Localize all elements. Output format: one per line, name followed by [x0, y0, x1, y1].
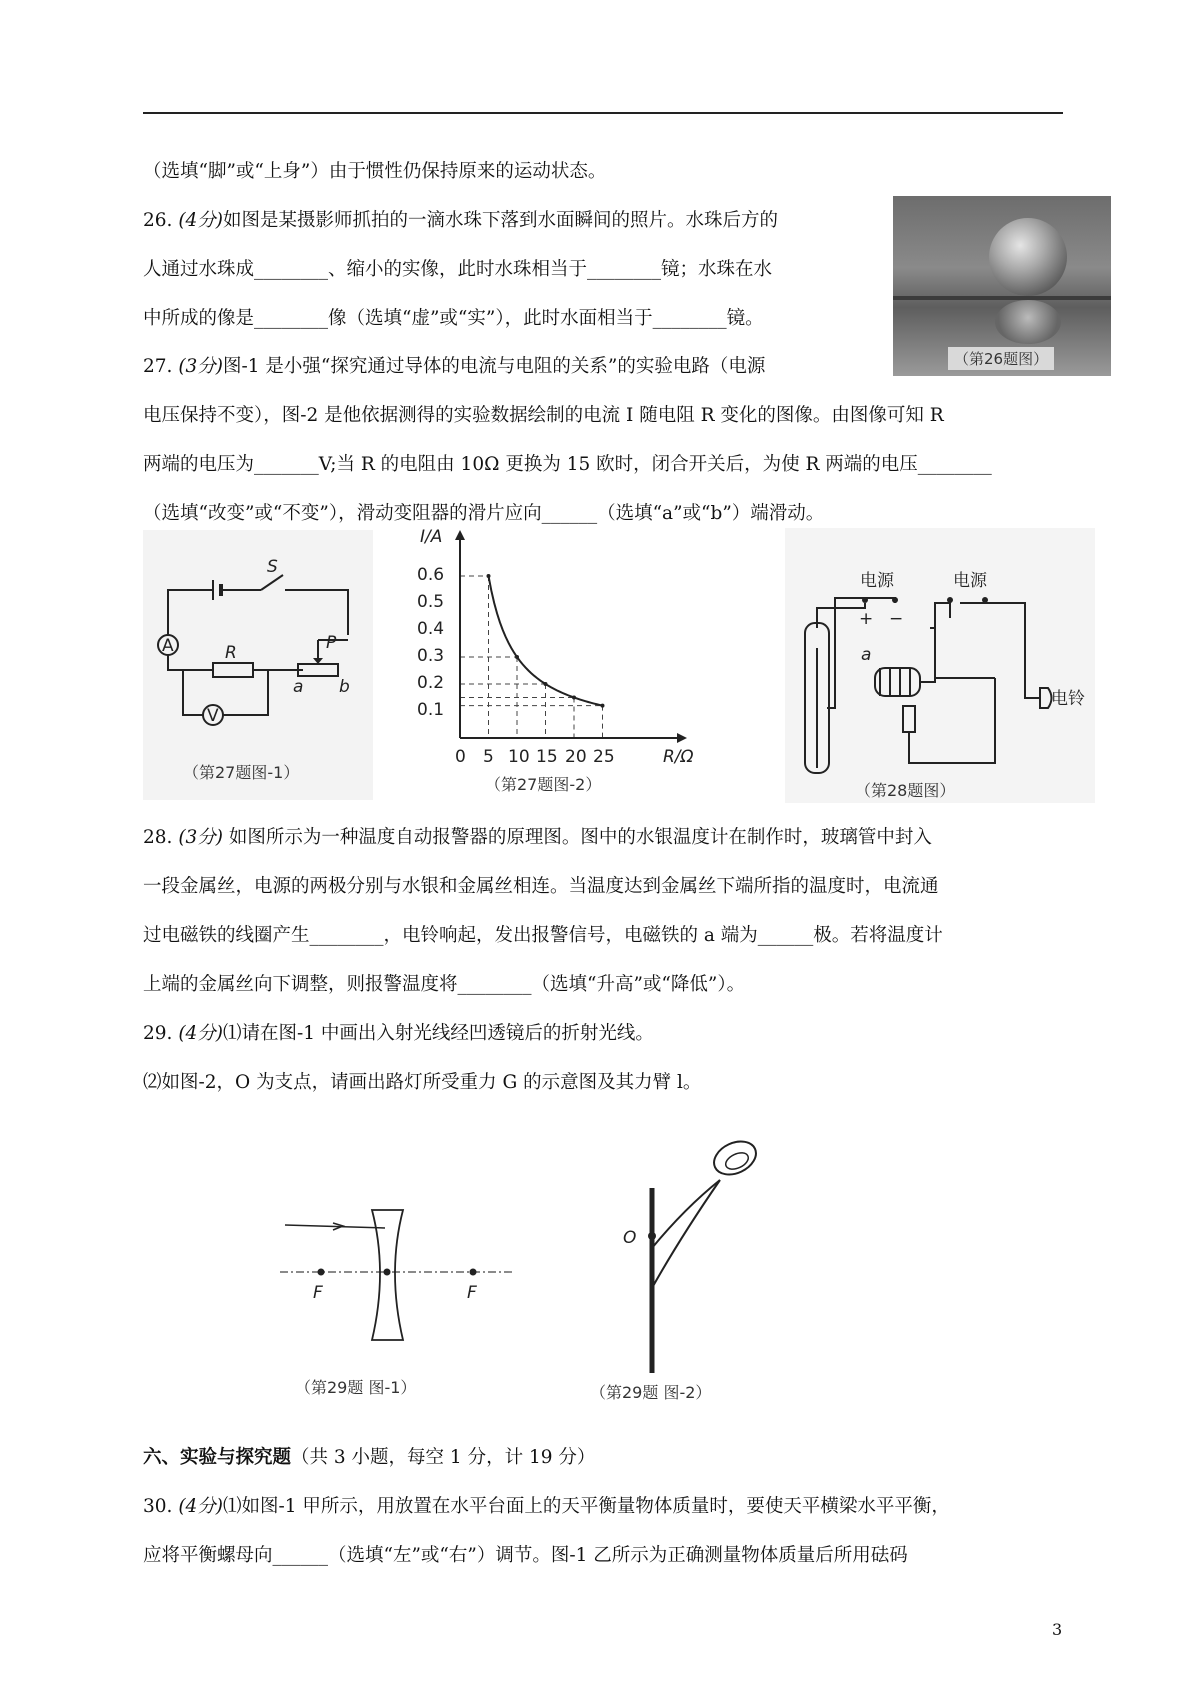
fig28-caption: （第28题图） — [855, 781, 956, 800]
fig27-1-caption: （第27题图-1） — [183, 763, 300, 782]
ytick-label: 0.2 — [417, 673, 445, 693]
terminal-b-label: b — [339, 677, 350, 697]
data-point — [572, 696, 576, 700]
q29-line-1: 29. (4分)⑴请在图-1 中画出入射光线经凹透镜后的折射光线。 — [143, 1023, 654, 1044]
ytick-label: 0.5 — [417, 592, 445, 612]
voltmeter-label: V — [207, 706, 219, 726]
fig28-alarm-circuit — [785, 528, 1095, 803]
lamp-head — [709, 1135, 762, 1181]
q26-line-2: 人通过水珠成________、缩小的实像，此时水珠相当于________镜；水珠在水 — [143, 259, 773, 280]
focus-label: F — [313, 1283, 323, 1303]
q26-line-3: 中所成的像是________像（选填“虚”或“实”），此时水面相当于________镜。 — [143, 308, 764, 329]
lamp-brace — [652, 1180, 720, 1288]
q26-line-1: 26. (4分)如图是某摄影师抓拍的一滴水珠下落到水面瞬间的照片。水珠后方的 — [143, 210, 779, 231]
q28-line-3: 过电磁铁的线圈产生________，电铃响起，发出报警信号，电磁铁的 a 端为______极。若将温度计 — [143, 925, 943, 946]
q27-line-4: （选填“改变”或“不变”），滑动变阻器的滑片应向______（选填“a”或“b”）端滑动。 — [143, 503, 825, 524]
header-rule — [143, 112, 1063, 114]
water-surface — [893, 296, 1111, 300]
xtick-label: 5 — [483, 747, 494, 767]
y-axis-label: I/A — [420, 528, 443, 547]
data-point — [544, 682, 548, 686]
ytick-label: 0.1 — [417, 700, 445, 720]
fig29-2-streetlamp — [590, 1128, 820, 1418]
slider-label: P — [326, 633, 337, 653]
q28-line-1: 28. (3分) 如图所示为一种温度自动报警器的原理图。图中的水银温度计在制作时，玻璃管中封入 — [143, 827, 932, 848]
q28-line-4: 上端的金属丝向下调整，则报警温度将________（选填“升高”或“降低”）。 — [143, 974, 746, 995]
q29-line-2: ⑵如图-2，O 为支点，请画出路灯所受重力 G 的示意图及其力臂 l。 — [143, 1072, 702, 1093]
incident-ray — [285, 1225, 385, 1228]
plus-label: + — [859, 609, 874, 629]
minus-label: − — [889, 609, 904, 629]
fig29-1-lens — [275, 1190, 535, 1410]
pivot-label: O — [623, 1228, 637, 1248]
xtick-label: 0 — [455, 747, 466, 767]
fig29-2-caption: （第29题 图-2） — [590, 1383, 712, 1402]
focus-label: F — [467, 1283, 477, 1303]
xtick-label: 15 — [536, 747, 558, 767]
drop-reflection — [995, 300, 1061, 344]
fig27-2-graph — [405, 528, 705, 798]
fig27-2-caption: （第27题图-2） — [485, 775, 602, 794]
switch-label: S — [267, 557, 278, 577]
lamp-arm — [652, 1180, 720, 1248]
water-drop — [989, 218, 1067, 296]
terminal-a-label: a — [293, 677, 304, 697]
xtick-label: 10 — [508, 747, 530, 767]
section-six-heading: 六、实验与探究题（共 3 小题，每空 1 分，计 19 分） — [143, 1447, 596, 1468]
text-line: （选填“脚”或“上身”）由于惯性仍保持原来的运动状态。 — [143, 161, 607, 182]
ytick-label: 0.4 — [417, 619, 445, 639]
page-number: 3 — [1052, 1620, 1063, 1639]
q30-line-2: 应将平衡螺母向______（选填“左”或“右”）调节。图-1 乙所示为正确测量物体质量后所用砝码 — [143, 1545, 908, 1566]
fig27-1-circuit — [143, 530, 373, 800]
x-axis-label: R/Ω — [663, 747, 694, 767]
data-point — [515, 655, 519, 659]
resistor-label: R — [225, 643, 237, 663]
power-source-label: 电源 — [860, 571, 894, 591]
q27-line-1: 27. (3分)图-1 是小强“探究通过导体的电流与电阻的关系”的实验电路（电源 — [143, 356, 766, 377]
power-source-label: 电源 — [953, 571, 987, 591]
xtick-label: 25 — [593, 747, 615, 767]
q27-line-2: 电压保持不变），图-2 是他依据测得的实验数据绘制的电流 I 随电阻 R 变化的图像。由图像可知 R — [143, 405, 944, 426]
data-point — [601, 704, 605, 708]
pivot-point — [648, 1232, 656, 1240]
bell-label: 电铃 — [1051, 689, 1085, 709]
data-point — [487, 574, 491, 578]
xtick-label: 20 — [565, 747, 587, 767]
fig29-1-caption: （第29题 图-1） — [295, 1378, 417, 1397]
fig26-caption: （第26题图） — [948, 347, 1054, 370]
water-drop-photo — [893, 196, 1111, 376]
ytick-label: 0.3 — [417, 646, 445, 666]
ammeter-label: A — [162, 636, 174, 656]
q27-line-3: 两端的电压为_______V;当 R 的电阻由 10Ω 更换为 15 欧时，闭合开关后，为使 R 两端的电压________ — [143, 454, 992, 475]
q28-line-2: 一段金属丝，电源的两极分别与水银和金属丝相连。当温度达到金属丝下端所指的温度时，电流通 — [143, 876, 939, 897]
electromagnet-a-label: a — [861, 645, 872, 665]
q30-line-1: 30. (4分)⑴如图-1 甲所示，用放置在水平台面上的天平衡量物体质量时，要使天平横梁水平平衡， — [143, 1496, 950, 1517]
ytick-label: 0.6 — [417, 565, 445, 585]
